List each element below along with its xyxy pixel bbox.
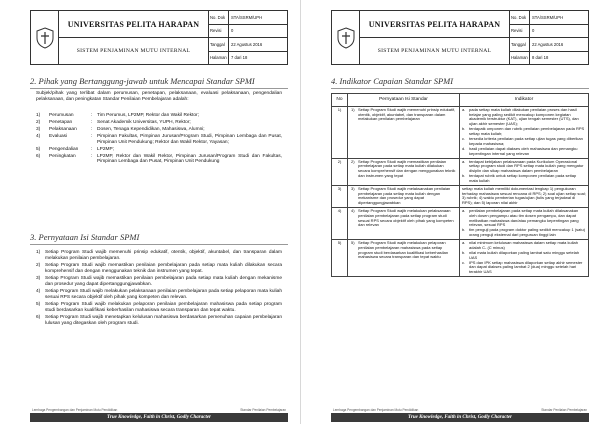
list-item (36, 289, 282, 301)
item-number: 3) (36, 276, 41, 281)
cell-no: 1) (332, 107, 348, 159)
list-item (36, 154, 282, 165)
item-number: 1) (36, 250, 41, 255)
item-colon: : (91, 146, 93, 152)
item-statement: Setiap Program Studi wajib memastikan penilaian pembelajaran pada setiap mata kuliah dengan mekanisme dan prosedur yang dapat dipertanggungjawabkan. (45, 276, 282, 287)
item-description: Dosen, Tenaga Kependidikan, Mahasiswa, Alumni; (97, 126, 205, 132)
item-statement: Setiap Program Studi wajib melakukan pelaksanaan penilaian pembelajaran pada setiap pelaporan mata kuliah sesuai RPS secara objektif oleh pihak yang kompeten dan relevan. (45, 289, 282, 300)
footer-standard: Standar Penilaian Pembelajaran (541, 408, 587, 412)
university-name: UNIVERSITAS PELITA HARAPAN (59, 11, 208, 38)
cell-statement (348, 208, 460, 240)
section-2-intro: Subjek/pihak yang terlibat dalam perumusan, penetapan, pelaksanaan, evaluasi pelaksanaan, pengendalian pelaksanaan, dan peningkatan Standar Penilaian Pembelajaran adalah: (36, 91, 282, 103)
item-number: 3) (36, 126, 41, 132)
indicator-letter: b. (462, 227, 466, 233)
list-item (36, 147, 282, 153)
indicator-letter: c. (462, 259, 466, 265)
meta-key: No. Dok (510, 11, 530, 24)
item-colon: : (91, 153, 93, 159)
indicator-letter: a. (462, 158, 466, 164)
item-term: Pengendalian (49, 146, 79, 152)
indicator-letter: a. (462, 107, 466, 112)
item-term: Peningkatan (49, 153, 76, 159)
list-item (36, 134, 282, 145)
statement-text (351, 209, 456, 228)
cell-no: 4) (332, 208, 348, 240)
item-number: 1) (36, 113, 41, 118)
indicator-text: nilai mata kuliah dilaporkan paling lambat satu minggu setelah UAS (469, 249, 580, 260)
indicator-text: penilaian pembelajaran pada setiap mata kuliah dilaksanakan oleh dosen pengampu atau tim dosen pengampu, dan dapat melibatkan mahasiswa dan/atau pemangku kepentingan yang relevan, sesuai RPS (469, 208, 579, 228)
table-row (332, 158, 589, 185)
item-number: 2) (36, 263, 41, 268)
system-name: SISTEM PENJAMINAN MUTU INTERNAL (377, 48, 492, 54)
list-item (36, 250, 282, 262)
indicator-text: IPS dan IPK setiap mahasiswa dilaporkan setiap akhir semester dan dapat diakses paling lambat 2 (dua) minggu setelah hari terakhir UAS (469, 259, 583, 275)
item-term: Evaluasi (49, 133, 68, 139)
page-right (300, 0, 600, 424)
item-number: 4) (36, 289, 41, 294)
list-item (36, 127, 282, 133)
list-item (36, 113, 282, 119)
list-item (36, 315, 282, 327)
indicator-item (462, 187, 586, 206)
item-term: Penetapan (49, 119, 73, 125)
table-row (332, 107, 589, 159)
document-header (30, 10, 288, 65)
footer-motto: True Knowledge, Faith in Christ, Godly Character (30, 413, 288, 422)
item-description: LP2MP, Rektor dan Wakil Rektor, Pimpinan Jurusan/Program Studi dan Fakultas, Pimpinan Lembaga dan Pusat, Pimpinan Unit Pendukung (97, 153, 282, 165)
col-header-no: No (332, 94, 348, 107)
item-description: Tim Perumus, LP2MP, Rektor dan Wakil Rektor; (97, 113, 199, 118)
indicator-item (462, 228, 586, 237)
indicator-item (462, 137, 586, 146)
col-header-indicator: Indikator (460, 94, 589, 107)
indicator-text: terdapat kebijakan pelaksanaan pada Kurikulum Operasional setiap program studi dan RPS setiap mata kuliah yang mengatur disiplin dan sikap mahasiswa dalam pembelajaran (469, 158, 584, 173)
indicator-letter: b. (462, 126, 466, 132)
item-colon: : (91, 119, 93, 125)
item-colon: : (91, 126, 93, 132)
statement-text (351, 160, 456, 179)
indicator-item (462, 160, 586, 174)
cell-statement (348, 240, 460, 277)
university-logo (31, 11, 59, 64)
indicator-item (462, 147, 586, 156)
crest-icon (35, 27, 55, 49)
meta-value: 22 Agustus 2016 (231, 41, 263, 47)
cell-no: 3) (332, 185, 348, 207)
cell-no: 5) (332, 240, 348, 277)
section-4-title: 4. Indikator Capaian Standar SPMI (331, 76, 589, 89)
section-3-title: 3. Pernyataan Isi Standar SPMI (30, 232, 288, 245)
indicator-item (462, 209, 586, 228)
cell-indicator (460, 208, 589, 240)
cell-indicator (460, 185, 589, 207)
meta-value: 0 (231, 28, 234, 34)
university-logo (332, 11, 360, 64)
statement-body: Setiap Program Studi wajib melakukan pelaporan penilaian pembelajaran mahasiswa pada setiap program studi berdasarkan kualifikasi keberhasilan mahasiswa secara transparan dan tepat waktu (358, 240, 449, 260)
indicator-letter: d. (462, 145, 466, 151)
item-description: Senat Akademik Universitas, YUPH, Rektor; (97, 119, 191, 125)
indicator-item (462, 251, 586, 260)
meta-key: Tanggal (209, 38, 229, 51)
indicator-text: setiap mata kuliah memiliki dokumentasi lengkap 1) pengukuran terhadap mahasiswa sesuai rencana di RPS; 2) soal ujian setiap soal; 3) rubrik; 4) waktu pemberian tugas/ujian (tulis yang terjadwal di RPS); dan 5) laporan nilai akhir (462, 185, 586, 205)
page-footer (30, 408, 288, 422)
statement-number: 2) (351, 158, 355, 164)
statement-body: Setiap Program Studi wajib memastikan penilaian pembelajaran pada setiap mata kuliah dilakukan secara komprehensif dan dengan menggunakan teknik dan instrumen yang tepat (358, 158, 456, 178)
table-row (332, 240, 589, 277)
indicator-text: terdapat rubrik untuk setiap komponen penilaian pada setiap mata kuliah (469, 173, 577, 183)
list-item (36, 120, 282, 126)
indicator-text: tim penguji pada program doktor paling sedikit mencakup 1 (satu) orang penguji eksternal dari perguruan tinggi lain (469, 227, 586, 237)
meta-value: 7 dari 18 (231, 55, 248, 61)
indicator-text: nilai minimum kelulusan mahasiswa dalam setiap mata kuliah adalah C- (C minus) (469, 240, 578, 250)
item-number: 4) (36, 133, 41, 139)
meta-value: STA/SSRM/UPH (532, 14, 564, 20)
table-row (332, 208, 589, 240)
meta-key: Halaman (209, 52, 229, 65)
item-number: 5) (36, 302, 41, 307)
statement-text (351, 241, 456, 260)
indicator-item (462, 261, 586, 275)
meta-key: Halaman (510, 52, 530, 65)
doc-meta (510, 11, 588, 64)
cell-statement (348, 107, 460, 159)
indicator-letter: b. (462, 249, 466, 255)
item-statement: Setiap Program Studi wajib memenuhi prinsip edukatif, otentik, objektif, akuntabel, dan transparan dalam melakukan penilaian pembelajaran. (45, 250, 282, 261)
item-number: 5) (36, 146, 41, 152)
statement-number: 5) (351, 240, 355, 246)
footer-institute: Lembaga Pengembangan dan Penjaminan Mutu Pendidikan (32, 408, 118, 412)
item-description: Pimpinan Fakultas, Pimpinan Jurusan/Program Studi, Pimpinan Lembaga dan Pusat, Pimpinan Unit Pendukung; Rektor dan Wakil Rektor, Yayasan; (97, 133, 282, 145)
indicator-letter: b. (462, 173, 466, 179)
table-row (332, 185, 589, 207)
col-header-statement: Pernyataan Isi Standar (348, 94, 460, 107)
meta-value: 8 dari 18 (532, 55, 549, 61)
statement-body: Setiap Program Studi wajib memenuhi prinsip edukatif, otentik, objektif, akuntabel, dan transparan dalam melakukan penilaian pembelajaran (358, 107, 456, 122)
item-statement: Setiap Program Studi wajib menetapkan kelulusan mahasiswa berdasarkan pemenuhan capaian pembelajaran lulusan yang ditegaskan oleh program studi. (45, 315, 282, 326)
item-colon: : (91, 113, 93, 118)
meta-key: No. Dok (209, 11, 229, 24)
list-item (36, 302, 282, 314)
section-2-title: 2. Pihak yang Bertanggung-jawab untuk Mencapai Standar SPMI (30, 76, 288, 89)
footer-motto: True Knowledge, Faith in Christ, Godly Character (331, 413, 589, 422)
item-statement: Setiap Program Studi wajib memastikan penilaian pembelajaran pada setiap mata kuliah dilakukan secara komprehensif dan dengan menggunakan teknik dan instrumen yang tepat. (45, 263, 282, 274)
statement-number: 4) (351, 208, 355, 214)
statement-body: Setiap Program Studi wajib melaksanakan penilaian pembelajaran pada setiap mata kuliah dengan mekanisme dan prosedur yang dapat dipertanggungjawabkan (358, 185, 451, 205)
cell-statement (348, 158, 460, 185)
indicator-text: pada setiap mata kuliah dilakukan penilaian proses dan hasil belajar yang paling sedikit mencakup komponen kegiatan akademik terstruktur (KAT), ujian tengah semester (UTS), dan ujian akhir semester (UAS); (469, 107, 579, 127)
footer-institute: Lembaga Pengembangan dan Penjaminan Mutu Pendidikan (333, 408, 419, 412)
page-footer (331, 408, 589, 422)
crest-icon (336, 27, 356, 49)
indicator-letter: c. (462, 136, 466, 141)
document-header (331, 10, 589, 65)
indicator-item (462, 174, 586, 183)
meta-key: Revisi (510, 25, 530, 38)
meta-value: 0 (532, 28, 535, 34)
footer-standard: Standar Penilaian Pembelajaran (240, 408, 286, 412)
meta-key: Revisi (209, 25, 229, 38)
meta-value: STA/SSRM/UPH (231, 14, 263, 20)
indicator-letter: a. (462, 208, 466, 214)
statement-number: 3) (351, 185, 355, 191)
item-term: Perumusan (49, 113, 74, 118)
indicator-table (331, 93, 589, 277)
cell-statement (348, 185, 460, 207)
statement-body: Setiap Program Studi wajib melakukan pelaksanaan penilaian pembelajaran pada setiap program studi sesuai RPS secara objektif oleh pihak yang kompeten dan relevan (358, 208, 454, 228)
university-name: UNIVERSITAS PELITA HARAPAN (360, 11, 509, 38)
item-description: LP2MP; (97, 146, 115, 152)
list-item (36, 263, 282, 275)
system-name: SISTEM PENJAMINAN MUTU INTERNAL (76, 48, 191, 54)
item-number: 2) (36, 119, 41, 125)
item-statement: Setiap Program Studi wajib melakukan pelaporan penilaian pembelajaran mahasiswa pada setiap program studi berdasarkan kualifikasi keberhasilan mahasiswa secara transparan dan tepat waktu. (45, 302, 282, 313)
cell-indicator (460, 107, 589, 159)
item-number: 6) (36, 315, 41, 320)
indicator-text: tersedia kriteria penilaian pada setiap ujian tugas yang diberikan kepada mahasiswa; (469, 136, 583, 146)
meta-value: 22 Agustus 2016 (532, 41, 564, 47)
meta-key: Tanggal (510, 38, 530, 51)
cell-indicator (460, 240, 589, 277)
statement-text (351, 108, 456, 122)
cell-no: 2) (332, 158, 348, 185)
item-number: 6) (36, 153, 41, 159)
indicator-text: terdapatk omponen dan rubrik penilaian pembelajaran pada RPS setiap mata kuliah; (469, 126, 585, 136)
item-colon: : (91, 133, 93, 139)
statement-text (351, 187, 456, 206)
list-item (36, 276, 282, 288)
item-term: Pelaksanaan (49, 126, 77, 132)
responsible-parties-list (36, 113, 282, 166)
indicator-text: hasil penilaian dapat diakses oleh mahasiswa dan pemangku kepentingan internal yang relevan (469, 145, 578, 156)
indicator-item (462, 108, 586, 127)
cell-indicator (460, 158, 589, 185)
indicator-letter: a. (462, 240, 466, 246)
standard-statements-list (36, 250, 282, 328)
statement-number: 1) (351, 107, 355, 112)
doc-meta (209, 11, 287, 64)
